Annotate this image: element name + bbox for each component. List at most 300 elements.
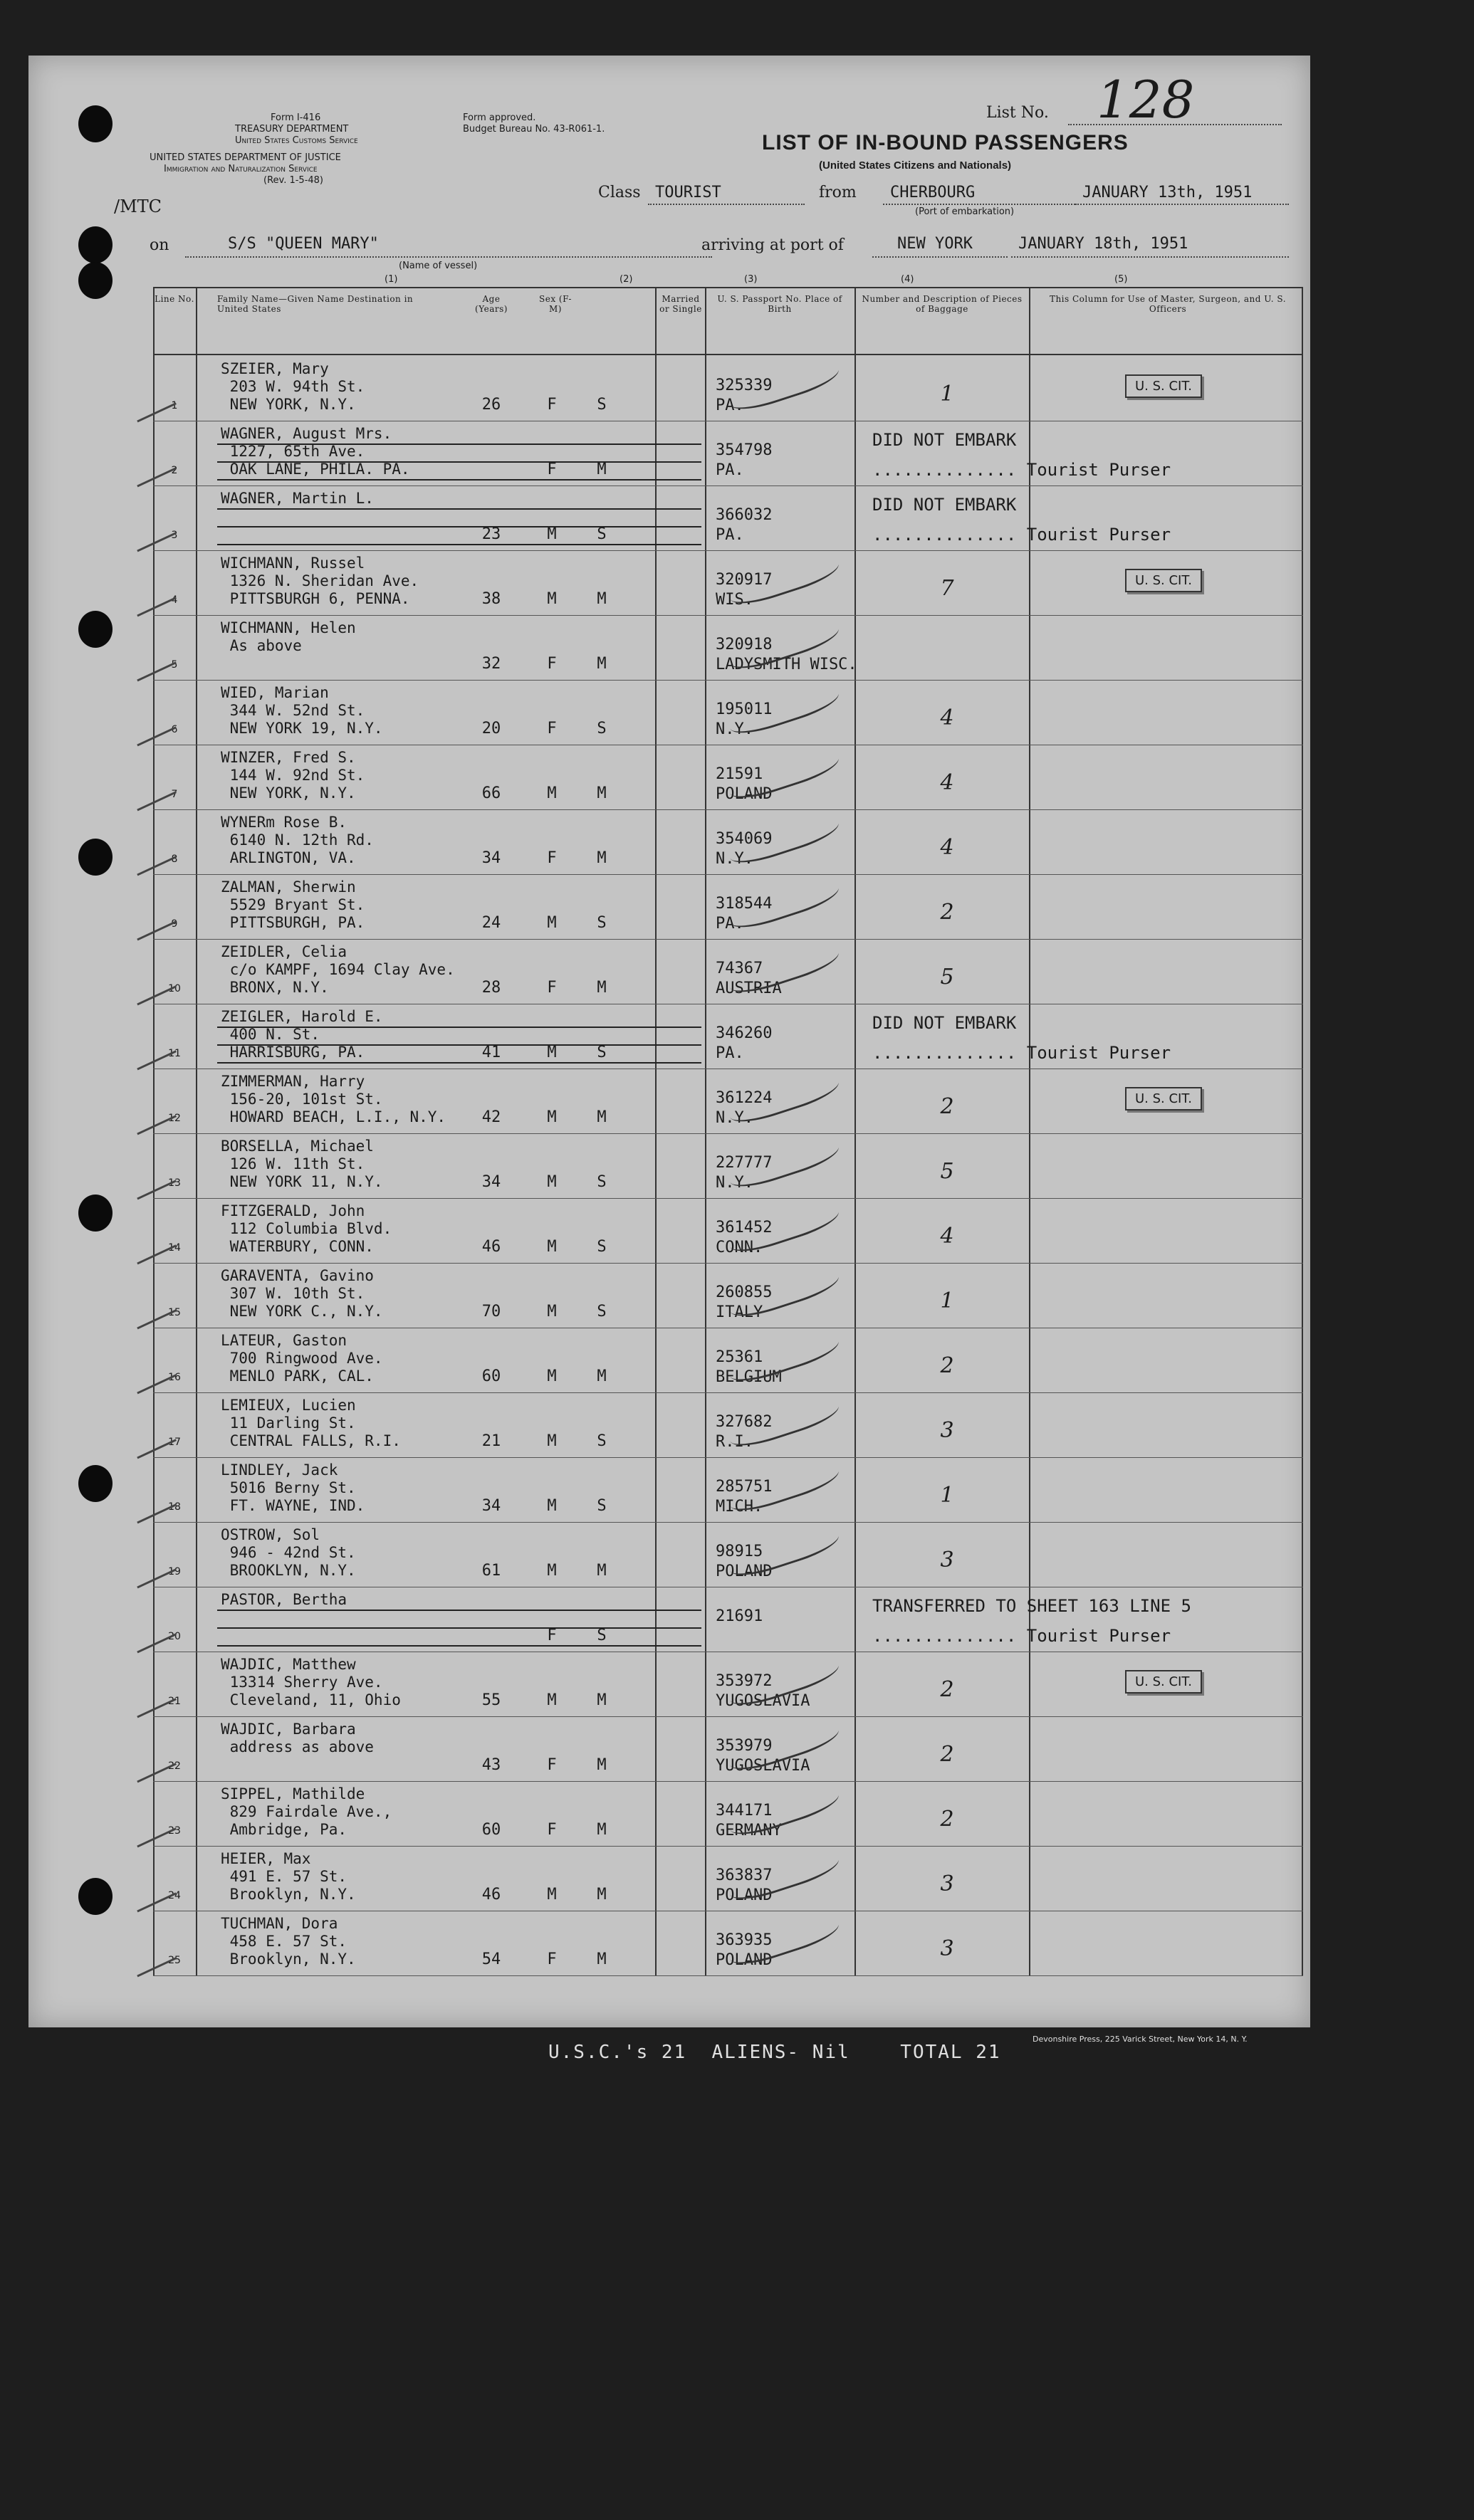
passport-birthplace: 21691 [716, 1607, 763, 1625]
passenger-sex: M [547, 525, 557, 543]
passenger-name-address: LATEUR, Gaston 700 Ringwood Ave. MENLO PARK, CAL. [221, 1332, 383, 1385]
table-row [153, 356, 1303, 421]
passenger-marital-status: M [597, 655, 607, 673]
strike-through [217, 544, 701, 545]
justice-department: UNITED STATES DEPARTMENT OF JUSTICE [150, 152, 341, 163]
passenger-marital-status: S [597, 914, 607, 932]
passenger-name-address: SZEIER, Mary 203 W. 94th St. NEW YORK, N.Y. [221, 360, 365, 413]
line-number: 9 [171, 918, 178, 930]
table-row [153, 421, 1303, 486]
passenger-sex: F [547, 849, 557, 867]
strike-through [217, 526, 701, 527]
line-number: 2 [171, 465, 178, 476]
passenger-age: 70 [481, 1303, 501, 1321]
passenger-marital-status: M [597, 1951, 607, 1968]
passenger-name-address: BORSELLA, Michael 126 W. 11th St. NEW YORK 11, N.Y. [221, 1138, 383, 1190]
passenger-age: 41 [481, 1044, 501, 1061]
table-row [153, 809, 1303, 875]
baggage-count: 4 [940, 1224, 954, 1249]
column-header-age: Age (Years) [475, 294, 508, 314]
line-check-mark [130, 1683, 177, 1718]
line-check-mark [130, 452, 177, 488]
line-number: 16 [168, 1372, 181, 1383]
us-citizen-stamp: U. S. CIT. [1125, 1087, 1202, 1111]
passport-birthplace: 195011 N.Y. [716, 700, 773, 738]
line-check-mark [130, 1100, 177, 1135]
table-row [153, 1457, 1303, 1523]
check-mark [724, 1323, 842, 1387]
passenger-age: 66 [481, 784, 501, 802]
line-number: 20 [168, 1631, 181, 1642]
passport-birthplace: 354798 PA. [716, 441, 773, 479]
check-mark [724, 1194, 842, 1258]
passport-birthplace: 366032 PA. [716, 506, 773, 544]
baggage-count: 7 [940, 576, 954, 601]
column-header-line-no: Line No. [155, 294, 194, 304]
passenger-age: 34 [481, 1173, 501, 1191]
passenger-manifest-sheet [28, 56, 1310, 2063]
passenger-age: 38 [481, 590, 501, 608]
line-check-mark [130, 970, 177, 1006]
check-mark [724, 870, 842, 934]
passenger-name-address: ZEIDLER, Celia c/o KAMPF, 1694 Clay Ave. BRONX, N.Y. [221, 943, 455, 996]
arrival-date: JANUARY 18th, 1951 [1018, 235, 1188, 253]
passenger-age: 34 [481, 849, 501, 867]
table-row [153, 1846, 1303, 1911]
list-number: 128 [1097, 70, 1195, 130]
passenger-age: 43 [481, 1756, 501, 1774]
line-number: 23 [168, 1825, 181, 1837]
passenger-sex: M [547, 1497, 557, 1515]
passenger-marital-status: M [597, 461, 607, 478]
purser-note: DID NOT EMBARK .............. Tourist Purser [872, 430, 1171, 480]
table-row [153, 550, 1303, 616]
passport-birthplace: 353979 YUGOSLAVIA [716, 1737, 810, 1775]
baggage-count: 1 [940, 1483, 954, 1508]
passenger-marital-status: M [597, 1108, 607, 1126]
check-mark [724, 1259, 842, 1323]
line-check-mark [130, 776, 177, 812]
baggage-count: 2 [940, 900, 954, 925]
passenger-sex: M [547, 1367, 557, 1385]
passenger-marital-status: M [597, 1691, 607, 1709]
strike-through [217, 1610, 701, 1611]
line-check-mark [130, 1165, 177, 1200]
check-mark [724, 1842, 842, 1906]
passenger-name-address: WYNERm Rose B. 6140 N. 12th Rd. ARLINGTON, VA. [221, 814, 374, 866]
class-line [648, 204, 805, 205]
passenger-name-address: WICHMANN, Helen As above [221, 619, 356, 654]
passenger-sex: M [547, 1562, 557, 1580]
line-check-mark [130, 1877, 177, 1913]
passenger-age: 42 [481, 1108, 501, 1126]
strike-through [217, 1627, 701, 1629]
line-number: 6 [171, 724, 178, 735]
passenger-sex: F [547, 1951, 557, 1968]
strike-through [217, 1645, 701, 1647]
arrival-port-line [872, 256, 1008, 258]
from-line [883, 204, 1075, 205]
table-row [153, 1911, 1303, 1976]
line-check-mark [130, 841, 177, 876]
passenger-age: 26 [481, 396, 501, 414]
passenger-name-address: ZIMMERMAN, Harry 156-20, 101st St. HOWARD BEACH, L.I., N.Y. [221, 1073, 446, 1125]
strike-through [217, 1027, 701, 1028]
binder-hole [78, 839, 113, 876]
passenger-marital-status: M [597, 1756, 607, 1774]
passenger-age: 55 [481, 1691, 501, 1709]
passenger-sex: F [547, 1821, 557, 1839]
table-row [153, 1587, 1303, 1652]
passport-birthplace: 25361 BELGIUM [716, 1348, 782, 1386]
passport-birthplace: 363837 POLAND [716, 1867, 773, 1904]
printer-credit: Devonshire Press, 225 Varick Street, New York 14, N. Y. [1033, 2035, 1248, 2044]
passenger-age: 46 [481, 1238, 501, 1256]
us-citizen-stamp: U. S. CIT. [1125, 374, 1202, 398]
table-row [153, 874, 1303, 940]
passenger-marital-status: M [597, 1367, 607, 1385]
purser-note: DID NOT EMBARK .............. Tourist Purser [872, 495, 1171, 545]
passenger-sex: M [547, 1432, 557, 1450]
passenger-sex: F [547, 461, 557, 478]
baggage-count: 2 [940, 1094, 954, 1119]
strike-through [217, 443, 701, 445]
passenger-name-address: SIPPEL, Mathilde 829 Fairdale Ave., Ambridge, Pa. [221, 1785, 392, 1838]
strike-through [217, 1044, 701, 1046]
table-row [153, 1069, 1303, 1134]
passenger-marital-status: S [597, 1432, 607, 1450]
baggage-count: 1 [940, 1288, 954, 1313]
baggage-count: 2 [940, 1677, 954, 1702]
budget-bureau: Budget Bureau No. 43-R061-1. [463, 124, 605, 135]
line-number: 10 [168, 983, 181, 994]
passenger-sex: M [547, 784, 557, 802]
strike-through [217, 479, 701, 481]
line-check-mark [130, 711, 177, 747]
passenger-marital-status: S [597, 720, 607, 737]
binder-hole [78, 1465, 113, 1502]
line-check-mark [130, 1812, 177, 1848]
mtc-mark: /MTC [114, 196, 162, 216]
line-number: 15 [168, 1307, 181, 1318]
passenger-name-address: WIED, Marian 344 W. 52nd St. NEW YORK 19, N.Y. [221, 684, 383, 737]
baggage-count: 2 [940, 1807, 954, 1832]
passenger-sex: M [547, 1238, 557, 1256]
line-number: 12 [168, 1113, 181, 1124]
passenger-sex: M [547, 1173, 557, 1191]
table-row [153, 1652, 1303, 1717]
vessel-line [185, 256, 712, 258]
passenger-sex: F [547, 979, 557, 997]
line-check-mark [130, 905, 177, 941]
baggage-count: 2 [940, 1742, 954, 1767]
passenger-name-address: WICHMANN, Russel 1326 N. Sheridan Ave. PITTSBURGH 6, PENNA. [221, 555, 419, 607]
table-row [153, 1263, 1303, 1328]
passenger-name-address: GARAVENTA, Gavino 307 W. 10th St. NEW YORK C., N.Y. [221, 1267, 383, 1320]
column-header-sex: Sex (F-M) [539, 294, 572, 314]
passenger-sex: M [547, 1691, 557, 1709]
check-mark [724, 1129, 842, 1193]
passenger-name-address: TUCHMAN, Dora 458 E. 57 St. Brooklyn, N.Y. [221, 1915, 356, 1968]
check-mark [724, 352, 842, 416]
line-number: 5 [171, 659, 178, 671]
customs-service: United States Customs Service [235, 135, 358, 146]
passenger-marital-status: S [597, 1627, 607, 1644]
passenger-name-address: WAGNER, August Mrs. 1227, 65th Ave. OAK LANE, PHILA. PA. [221, 425, 410, 478]
passenger-age: 28 [481, 979, 501, 997]
line-check-mark [130, 1035, 177, 1071]
column-header-baggage: Number and Description of Pieces of Baggage [862, 294, 1023, 314]
passenger-sex: M [547, 1108, 557, 1126]
binder-hole [78, 1878, 113, 1915]
passenger-marital-status: S [597, 1497, 607, 1515]
table-row [153, 939, 1303, 1004]
page-title: LIST OF IN-BOUND PASSENGERS [762, 131, 1129, 154]
column-number-2: (2) [620, 274, 633, 285]
line-number: 17 [168, 1437, 181, 1448]
passenger-age: 32 [481, 655, 501, 673]
column-header-passport: U. S. Passport No. Place of Birth [717, 294, 842, 314]
binder-hole [78, 105, 113, 142]
passenger-marital-status: S [597, 1303, 607, 1321]
table-row [153, 1004, 1303, 1069]
check-mark [724, 1064, 842, 1128]
table-row [153, 1716, 1303, 1782]
line-number: 8 [171, 854, 178, 865]
line-number: 4 [171, 594, 178, 606]
binder-hole [78, 262, 113, 299]
passport-birthplace: 344171 GERMANY [716, 1802, 782, 1839]
column-number-5: (5) [1114, 274, 1128, 285]
line-check-mark [130, 582, 177, 617]
line-check-mark [130, 1942, 177, 1978]
line-number: 1 [171, 400, 178, 411]
passenger-marital-status: S [597, 525, 607, 543]
form-number: Form I-416 [271, 112, 321, 123]
passenger-marital-status: M [597, 1886, 607, 1904]
column-number-4: (4) [901, 274, 914, 285]
embark-caption: (Port of embarkation) [915, 206, 1015, 217]
passenger-sex: M [547, 1044, 557, 1061]
immigration-service: Immigration and Naturalization Service [164, 164, 318, 174]
vessel-caption: (Name of vessel) [399, 261, 478, 271]
list-number-label: List No. [986, 104, 1049, 122]
departure-date: JANUARY 13th, 1951 [1082, 184, 1253, 201]
passenger-name-address: WAJDIC, Matthew 13314 Sherry Ave. Cleveland, 11, Ohio [221, 1656, 401, 1708]
passport-birthplace: 325339 PA. [716, 377, 773, 414]
line-number: 21 [168, 1696, 181, 1707]
table-row [153, 1392, 1303, 1458]
us-citizen-stamp: U. S. CIT. [1125, 569, 1202, 592]
passenger-age: 46 [481, 1886, 501, 1904]
line-number: 7 [171, 789, 178, 800]
from-value: CHERBOURG [890, 184, 976, 201]
passenger-name-address: WINZER, Fred S. 144 W. 92nd St. NEW YORK, N.Y. [221, 749, 365, 802]
passenger-name-address: PASTOR, Bertha [221, 1591, 347, 1608]
passport-birthplace: 227777 N.Y. [716, 1154, 773, 1192]
line-check-mark [130, 1489, 177, 1524]
check-mark [724, 1388, 842, 1452]
passenger-marital-status: M [597, 784, 607, 802]
line-check-mark [130, 387, 177, 423]
passport-birthplace: 346260 PA. [716, 1024, 773, 1062]
line-number: 3 [171, 530, 178, 541]
passenger-marital-status: M [597, 979, 607, 997]
class-label: Class [598, 184, 641, 201]
binder-hole [78, 226, 113, 263]
baggage-count: 3 [940, 1936, 954, 1961]
passenger-age: 60 [481, 1367, 501, 1385]
passenger-name-address: WAGNER, Martin L. [221, 490, 374, 507]
departure-date-line [1075, 204, 1289, 205]
line-number: 14 [168, 1242, 181, 1254]
baggage-count: 3 [940, 1418, 954, 1443]
line-check-mark [130, 517, 177, 552]
class-value: TOURIST [655, 184, 721, 201]
purser-note: TRANSFERRED TO SHEET 163 LINE 5 .............. Tourist Purser [872, 1596, 1191, 1646]
line-number: 24 [168, 1890, 181, 1901]
binder-hole [78, 1195, 113, 1232]
baggage-count: 4 [940, 835, 954, 860]
line-number: 18 [168, 1501, 181, 1513]
passenger-age: 60 [481, 1821, 501, 1839]
passenger-name-address: FITZGERALD, John 112 Columbia Blvd. WATERBURY, CONN. [221, 1202, 392, 1255]
passenger-age: 61 [481, 1562, 501, 1580]
table-row [153, 615, 1303, 681]
arriving-label: arriving at port of [701, 236, 844, 254]
us-citizen-stamp: U. S. CIT. [1125, 1670, 1202, 1694]
check-mark [724, 1906, 842, 1970]
passenger-marital-status: S [597, 1044, 607, 1061]
line-check-mark [130, 1424, 177, 1459]
strike-through [217, 1062, 701, 1064]
passenger-name-address: LINDLEY, Jack 5016 Berny St. FT. WAYNE, IND. [221, 1461, 365, 1514]
passenger-age: 54 [481, 1951, 501, 1968]
check-mark [724, 935, 842, 999]
treasury-department: TREASURY DEPARTMENT [235, 124, 349, 135]
column-header-married: Married or Single [659, 294, 702, 314]
passenger-name-address: OSTROW, Sol 946 - 42nd St. BROOKLYN, N.Y. [221, 1526, 356, 1579]
passport-birthplace: 327682 R.I. [716, 1413, 773, 1451]
passenger-sex: F [547, 720, 557, 737]
baggage-count: 3 [940, 1548, 954, 1573]
purser-note: DID NOT EMBARK .............. Tourist Purser [872, 1013, 1171, 1063]
passenger-age: 34 [481, 1497, 501, 1515]
passenger-sex: F [547, 655, 557, 673]
passport-birthplace: 320917 WIS. [716, 571, 773, 609]
passenger-marital-status: M [597, 1562, 607, 1580]
table-row [153, 1328, 1303, 1393]
from-label: from [819, 184, 857, 201]
passport-birthplace: 320918 LADYSMITH WISC. [716, 636, 857, 673]
totals-line: U.S.C.'s 21 ALIENS- Nil TOTAL 21 [548, 2042, 1001, 2063]
passenger-age: 23 [481, 525, 501, 543]
baggage-count: 5 [940, 1159, 954, 1184]
passenger-sex: M [547, 590, 557, 608]
passport-birthplace: 318544 PA. [716, 895, 773, 933]
line-check-mark [130, 1359, 177, 1395]
line-number: 19 [168, 1566, 181, 1577]
line-check-mark [130, 1229, 177, 1265]
arrival-date-line [1011, 256, 1289, 258]
check-mark [724, 676, 842, 740]
passport-birthplace: 361224 N.Y. [716, 1089, 773, 1127]
passenger-age: 24 [481, 914, 501, 932]
check-mark [724, 546, 842, 610]
passenger-marital-status: M [597, 1821, 607, 1839]
revision-date: (Rev. 1-5-48) [263, 175, 324, 186]
baggage-count: 2 [940, 1353, 954, 1378]
vessel-name: S/S "QUEEN MARY" [228, 235, 379, 253]
form-approved: Form approved. [463, 112, 536, 123]
line-number: 22 [168, 1760, 181, 1772]
line-number: 13 [168, 1177, 181, 1189]
baggage-count: 4 [940, 705, 954, 730]
passenger-marital-status: S [597, 1238, 607, 1256]
page-subtitle: (United States Citizens and Nationals) [819, 159, 1012, 172]
arrival-port: NEW YORK [897, 235, 973, 253]
on-label: on [150, 236, 169, 254]
baggage-count: 3 [940, 1871, 954, 1896]
passenger-age: 20 [481, 720, 501, 737]
passport-birthplace: 353972 YUGOSLAVIA [716, 1672, 810, 1710]
passenger-sex: F [547, 1756, 557, 1774]
table-row [153, 1781, 1303, 1847]
passenger-sex: F [547, 396, 557, 414]
passport-birthplace: 21591 POLAND [716, 765, 773, 803]
passport-birthplace: 361452 CONN. [716, 1219, 773, 1256]
passport-birthplace: 260855 ITALY [716, 1283, 773, 1321]
passport-birthplace: 363935 POLAND [716, 1931, 773, 1969]
line-check-mark [130, 1748, 177, 1783]
baggage-count: 4 [940, 770, 954, 795]
table-row [153, 485, 1303, 551]
passenger-marital-status: M [597, 590, 607, 608]
column-header-officers: This Column for Use of Master, Surgeon, and U. S. Officers [1049, 294, 1287, 314]
baggage-count: 1 [940, 382, 954, 406]
passenger-marital-status: M [597, 849, 607, 867]
column-number-1: (1) [385, 274, 398, 285]
check-mark [724, 1453, 842, 1517]
check-mark [724, 740, 842, 804]
passport-birthplace: 74367 AUSTRIA [716, 960, 782, 997]
passenger-name-address: HEIER, Max 491 E. 57 St. Brooklyn, N.Y. [221, 1850, 356, 1903]
passenger-marital-status: S [597, 396, 607, 414]
passenger-sex: M [547, 1303, 557, 1321]
line-check-mark [130, 646, 177, 682]
check-mark [724, 1777, 842, 1841]
line-number: 25 [168, 1955, 181, 1966]
table-row [153, 745, 1303, 810]
table-row [153, 1522, 1303, 1587]
table-row [153, 1133, 1303, 1199]
passenger-age: 21 [481, 1432, 501, 1450]
passenger-table [153, 287, 1303, 1975]
passenger-marital-status: S [597, 1173, 607, 1191]
table-row [153, 680, 1303, 745]
passenger-name-address: ZEIGLER, Harold E. 400 N. St. HARRISBURG, PA. [221, 1008, 383, 1061]
line-number: 11 [168, 1048, 181, 1059]
passport-birthplace: 285751 MICH. [716, 1478, 773, 1516]
column-number-3: (3) [744, 274, 758, 285]
passenger-name-address: ZALMAN, Sherwin 5529 Bryant St. PITTSBURGH, PA. [221, 878, 365, 931]
check-mark [724, 1518, 842, 1582]
binder-hole [78, 611, 113, 648]
check-mark [724, 805, 842, 869]
strike-through [217, 461, 701, 463]
passenger-sex: M [547, 1886, 557, 1904]
passenger-sex: F [547, 1627, 557, 1644]
